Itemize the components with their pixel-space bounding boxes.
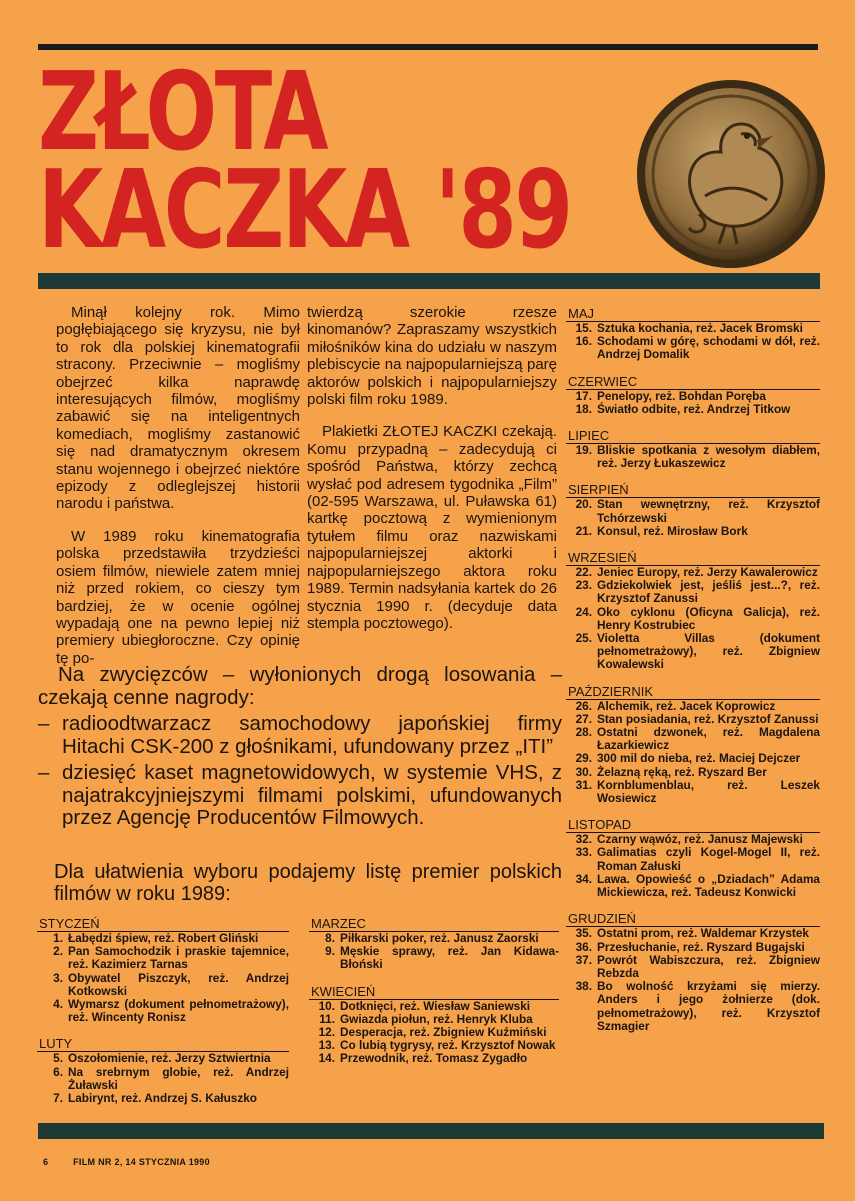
film-entry	[37, 945, 289, 971]
film-title: Powrót Wabiszczura, reż. Zbigniew Rebzda	[597, 952, 820, 980]
film-title: Bo wolność krzyżami się mierzy. Anders i jego żołnierze (dok. pełnometrażowy), reż. Krzysztof Szmagier	[597, 979, 820, 1033]
film-title: Schodami w górę, schodami w dół, reż. Andrzej Domalik	[597, 334, 820, 362]
month-heading: SIERPIEŃ	[566, 482, 820, 498]
film-number: 16.	[575, 334, 592, 349]
film-number: 36.	[575, 939, 592, 954]
list-intro: Dla ułatwienia wyboru podajemy listę premier polskich filmów w roku 1989:	[54, 861, 562, 905]
film-number: 11.	[319, 1011, 335, 1026]
film-number: 27.	[575, 711, 592, 726]
film-title: Stan wewnętrzny, reż. Krzysztof Tchórzewski	[597, 497, 820, 525]
film-list-column-1	[37, 916, 289, 1105]
title-rule	[38, 273, 820, 289]
film-number: 4.	[53, 997, 63, 1012]
month-heading: MAJ	[566, 306, 820, 322]
film-number: 34.	[575, 871, 592, 886]
film-number: 32.	[575, 832, 592, 847]
film-entry	[566, 779, 820, 805]
film-title: Ostatni prom, reż. Waldemar Krzystek	[597, 926, 809, 941]
film-number: 26.	[575, 698, 592, 713]
film-title: Ostatni dzwonek, reż. Magdalena Łazarkiewicz	[597, 725, 820, 753]
month-heading: PAŹDZIERNIK	[566, 684, 820, 700]
film-title: Pan Samochodzik i praskie tajemnice, reż. Kazimierz Tarnas	[68, 944, 289, 972]
film-title: Męskie sprawy, reż. Jan Kidawa-Błoński	[340, 944, 559, 972]
film-title: Łabędzi śpiew, reż. Robert Gliński	[68, 931, 259, 945]
film-entry	[566, 954, 820, 980]
article-paragraph: Minął kolejny rok. Mimo pogłębiającego się kryzysu, nie był to rok dla polskiej kinematografii stracony. Przeciwnie – mogliśmy obejrzeć kilka naprawdę interesujących filmów, mogliśmy zabawić się na inteligentnych komediach, mogliśmy zastanowić się nad dramatycznym okresem stanu wojennego i obejrzeć niektóre epizody z odleglejszej historii narodu i państwa.	[56, 304, 300, 513]
film-number: 13.	[318, 1038, 335, 1053]
article-column-2	[307, 304, 557, 647]
film-entry	[566, 525, 820, 538]
prize-item: – dziesięć kaset magnetowidowych, w systemie VHS, z najatrakcyjniejszymi filmami polskimi, ufundowanych przez Agencję Producentów Filmowych.	[38, 761, 562, 829]
film-number: 35.	[575, 926, 592, 941]
film-title: Konsul, reż. Mirosław Bork	[597, 523, 748, 538]
film-title: Lawa. Opowieść o „Dziadach” Adama Mickiewicza, reż. Tadeusz Konwicki	[597, 871, 820, 900]
month-heading: LISTOPAD	[566, 817, 820, 833]
film-entry	[309, 945, 559, 971]
film-number: 10.	[318, 998, 335, 1013]
film-title: Jeniec Europy, reż. Jerzy Kawalerowicz	[597, 565, 818, 580]
film-title: Gdziekolwiek jest, jeśliś jest...?, reż. Krzysztof Zanussi	[597, 578, 820, 606]
film-entry	[37, 998, 289, 1024]
film-entry	[566, 403, 820, 416]
film-title: Czarny wąwóz, reż. Janusz Majewski	[597, 832, 803, 847]
article-paragraph: W 1989 roku kinematografia polska przedstawiła trzydzieści osiem filmów, niewiele zatem mniej niż przed rokiem, co cieszy tym bardziej, że w ocenie ogólnej wypadają one na pewno lepiej niż premiery ubiegłoroczne. Czy opinię tę po-	[56, 527, 300, 667]
film-entry	[566, 873, 820, 899]
month-heading: WRZESIEŃ	[566, 550, 820, 566]
film-number: 21.	[575, 523, 592, 538]
prizes-section	[38, 664, 562, 830]
duck-medal-icon	[635, 78, 827, 270]
month-heading: MARZEC	[309, 916, 559, 932]
film-title: Żelazną ręką, reż. Ryszard Ber	[597, 764, 767, 779]
film-title: Galimatias czyli Kogel-Mogel II, reż. Roman Załuski	[597, 845, 820, 873]
title-line-2: KACZKA '89	[38, 148, 571, 273]
bottom-rule	[38, 1123, 824, 1139]
film-title: Dotknięci, reż. Wiesław Saniewski	[340, 998, 531, 1013]
month-heading: KWIECIEŃ	[309, 984, 559, 1000]
film-title: Gwiazda piołun, reż. Henryk Kluba	[340, 1011, 533, 1026]
film-title: Kornblumenblau, reż. Leszek Wosiewicz	[597, 777, 820, 806]
page-footer	[43, 1157, 210, 1167]
film-title: Violetta Villas (dokument pełnometrażowy), reż. Zbigniew Kowalewski	[597, 631, 820, 672]
film-entry	[566, 941, 820, 954]
film-entry	[37, 1052, 289, 1065]
film-number: 37.	[575, 952, 592, 967]
film-number: 28.	[575, 725, 592, 740]
film-title: Co lubią tygrysy, reż. Krzysztof Nowak	[340, 1038, 556, 1053]
film-entry	[566, 927, 820, 940]
page-title	[38, 50, 571, 273]
film-number: 6.	[53, 1064, 63, 1079]
article-paragraph: Plakietki ZŁOTEJ KACZKI czekają. Komu przypadną – zadecydują ci spośród Państwa, którzy zechcą wysłać pod adresem tygodnika „Film” (02-595 Warszawa, ul. Puławska 61) kartkę pocztową z wymienionym tytułem filmu oraz nazwiskami najpopularniejszej aktorki i najpopularniejszego aktora roku 1989. Termin nadsyłania kartek do 26 stycznia 1990 r. (decyduje data stempla pocztowego).	[307, 423, 557, 632]
film-entry	[566, 606, 820, 632]
film-entry	[566, 766, 820, 779]
film-title: Bliskie spotkania z wesołym diabłem, reż. Jerzy Łukaszewicz	[597, 443, 820, 471]
film-list-column-3	[566, 306, 820, 1033]
film-number: 8.	[325, 931, 335, 945]
film-number: 2.	[53, 944, 63, 959]
film-number: 3.	[53, 970, 63, 985]
film-entry	[566, 444, 820, 470]
prize-item: – radioodtwarzacz samochodowy japońskiej firmy Hitachi CSK-200 z głośnikami, ufundowany przez „ITI”	[38, 712, 562, 758]
title-line-1: ZŁOTA	[38, 50, 327, 175]
film-list-column-2	[309, 916, 559, 1066]
film-number: 18.	[575, 401, 592, 416]
film-title: Obywatel Piszczyk, reż. Andrzej Kotkowski	[68, 970, 289, 998]
film-entry	[37, 1092, 289, 1105]
film-entry	[37, 1066, 289, 1092]
film-number: 22.	[575, 565, 592, 580]
film-number: 19.	[575, 443, 592, 458]
film-entry	[566, 846, 820, 872]
film-entry	[566, 335, 820, 361]
film-entry	[566, 726, 820, 752]
film-entry	[566, 498, 820, 524]
film-entry	[37, 972, 289, 998]
film-number: 30.	[575, 764, 592, 779]
film-entry	[566, 579, 820, 605]
film-title: Piłkarski poker, reż. Janusz Zaorski	[340, 931, 539, 945]
film-number: 7.	[53, 1091, 63, 1106]
film-number: 38.	[575, 979, 592, 994]
film-entry	[566, 632, 820, 672]
page-number: 6	[43, 1157, 49, 1167]
film-number: 20.	[575, 497, 592, 512]
month-heading: CZERWIEC	[566, 374, 820, 390]
film-number: 29.	[575, 751, 592, 766]
film-title: Penelopy, reż. Bohdan Poręba	[597, 388, 766, 403]
film-entry	[566, 752, 820, 765]
film-number: 9.	[325, 944, 335, 959]
film-number: 24.	[575, 604, 592, 619]
prizes-intro: Na zwycięzców – wyłonionych drogą losowania – czekają cenne nagrody:	[38, 663, 562, 709]
month-heading: LIPIEC	[566, 428, 820, 444]
film-title: Światło odbite, reż. Andrzej Titkow	[597, 401, 791, 416]
film-title: Oko cyklonu (Oficyna Galicja), reż. Henry Kostrubiec	[597, 604, 820, 632]
film-entry	[309, 1000, 559, 1013]
issue-info: FILM NR 2, 14 STYCZNIA 1990	[73, 1157, 210, 1167]
month-heading: LUTY	[37, 1036, 289, 1052]
film-number: 1.	[53, 931, 63, 945]
film-number: 17.	[575, 388, 592, 403]
film-title: Sztuka kochania, reż. Jacek Bromski	[597, 321, 803, 335]
film-title: Stan posiadania, reż. Krzysztof Zanussi	[597, 711, 819, 726]
film-entry	[309, 1052, 559, 1065]
month-heading: GRUDZIEŃ	[566, 911, 820, 927]
article-paragraph: twierdzą szerokie rzesze kinomanów? Zapraszamy wszystkich miłośników kina do udziału w naszym plebiscycie na najpopularniejszą parę aktorów polskich i najpopularniejszy polski film roku 1989.	[307, 304, 557, 409]
film-title: Przewodnik, reż. Tomasz Zygadło	[340, 1051, 528, 1066]
film-title: Przesłuchanie, reż. Ryszard Bugajski	[597, 939, 805, 954]
film-number: 12.	[318, 1025, 335, 1040]
prizes-list	[38, 713, 562, 830]
film-entry	[566, 700, 820, 713]
month-heading: STYCZEŃ	[37, 916, 289, 932]
film-number: 25.	[575, 631, 592, 646]
film-number: 5.	[53, 1051, 63, 1066]
film-number: 14.	[318, 1051, 335, 1066]
film-number: 15.	[575, 321, 592, 335]
film-title: 300 mil do nieba, reż. Maciej Dejczer	[597, 751, 801, 766]
film-title: Labirynt, reż. Andrzej S. Kałuszko	[68, 1091, 258, 1106]
film-title: Na srebrnym globie, reż. Andrzej Żuławski	[68, 1064, 289, 1092]
film-number: 33.	[575, 845, 592, 860]
film-title: Oszołomienie, reż. Jerzy Sztwiertnia	[68, 1051, 271, 1066]
article-column-1	[56, 304, 300, 682]
film-entry	[566, 980, 820, 1033]
film-title: Desperacja, reż. Zbigniew Kuźmiński	[340, 1025, 547, 1040]
film-title: Alchemik, reż. Jacek Koprowicz	[597, 698, 776, 713]
film-number: 23.	[575, 578, 592, 593]
film-title: Wymarsz (dokument pełnometrażowy), reż. Wincenty Ronisz	[68, 997, 289, 1025]
film-entry	[566, 390, 820, 403]
film-number: 31.	[575, 777, 592, 792]
